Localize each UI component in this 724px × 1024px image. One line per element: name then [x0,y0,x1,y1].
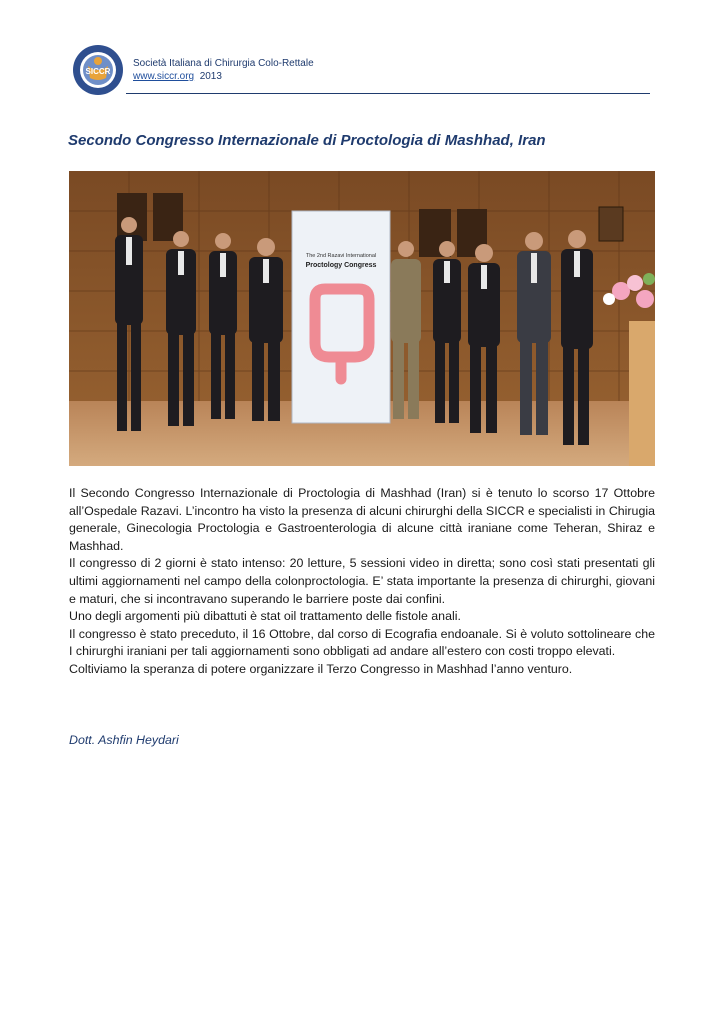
congress-group-photo [69,171,655,466]
article-body [69,485,655,679]
article-title: Secondo Congresso Internazionale di Proctologia di Mashhad, Iran [68,132,546,149]
author-signature: Dott. Ashfin Heydari [69,733,179,747]
paragraph-1: Il Secondo Congresso Internazionale di Proctologia di Mashhad (Iran) si è tenuto lo scorso 17 Ottobre all’Ospedale Razavi. L’incontro ha visto la presenza di alcuni chirurghi della SICCR e specialisti in Chirugia generale, Ginecologia Proctologia e Gastroenterologia di alcune città iraniane come Teheran, Shiraz e Mashhad. [69,486,655,553]
banner-line-1: The 2nd Razavi International [305,253,377,259]
banner-line-2: Proctology Congress [305,262,377,269]
logo-text: SICCR [85,67,111,76]
org-website-line [133,70,314,83]
paragraph-2: Il congresso di 2 giorni è stato intenso: 20 letture, 5 sessioni video in diretta; sono così stati presentati gli ultimi aggiornamenti nel campo della colonproctologia. E’ stata importante la presenza di chirurghi, giovani e maturi, che si incontravano superando le barriere poste dai confini. [69,556,655,606]
siccr-logo [72,44,124,96]
website-link[interactable]: www.siccr.org [133,71,195,82]
header-divider [126,93,650,94]
paragraph-4: Il congresso è stato preceduto, il 16 Ottobre, dal corso di Ecografia endoanale. Si è voluto sottolineare che I chirurghi iraniani per tali aggiornamenti sono obbligati ad andare all’estero con costi troppo elevati. [69,626,655,659]
paragraph-5: Coltiviamo la speranza di potere organizzare il Terzo Congresso in Mashhad l’anno venturo. [69,661,573,676]
org-name: Società Italiana di Chirurgia Colo-Rettale [133,58,314,69]
paragraph-3: Uno degli argomenti più dibattuti è stat oil trattamento delle fistole anali. [69,609,461,624]
org-info [133,57,314,83]
year: 2013 [199,71,222,82]
